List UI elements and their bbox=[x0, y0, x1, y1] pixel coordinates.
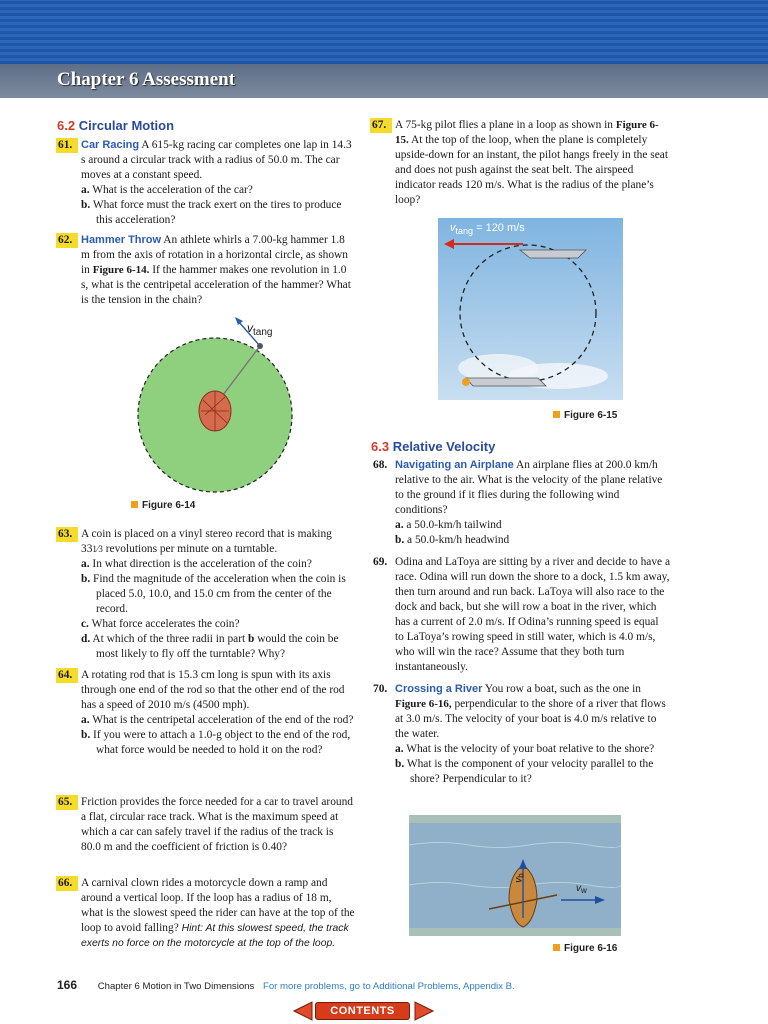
figure-6-15-diagram bbox=[438, 218, 623, 400]
part-b bbox=[81, 728, 356, 758]
section-number: 6.3 bbox=[371, 439, 390, 454]
problem-63 bbox=[58, 527, 356, 662]
problem-70 bbox=[373, 682, 670, 787]
section-heading-6-3 bbox=[371, 439, 495, 454]
part-label: d. bbox=[81, 633, 91, 645]
caption-marker bbox=[553, 944, 560, 951]
problem-68 bbox=[373, 458, 670, 548]
label-value: = 120 m/s bbox=[476, 222, 525, 234]
problem-text: Odina and LaToya are sitting by a river and decide to have a race. Odina will run down the shore to a dock, 1.5 km away, then turn around and run back. LaToya will also race to the dock and back, but she will row a boat in the river, which has a current of 2.0 m/s. If Odina’s running speed is equal to LaToya’s rowing speed in still water, which is 4.0 m/s, who will win the race? Assume that they both turn instantaneously. bbox=[395, 556, 670, 673]
problem-number: 63. bbox=[56, 527, 78, 542]
figure-6-14-caption bbox=[131, 500, 195, 511]
label-sub: b bbox=[516, 873, 526, 878]
part-a bbox=[81, 713, 356, 728]
v-w-label bbox=[576, 883, 587, 895]
problem-64 bbox=[58, 668, 356, 758]
part-text: What is the velocity of your boat relative to the shore? bbox=[406, 743, 655, 755]
chain-end bbox=[257, 343, 263, 349]
figure-6-14-diagram bbox=[125, 315, 305, 495]
part-label: b. bbox=[81, 199, 91, 211]
problem-keyword: Navigating an Airplane bbox=[395, 459, 514, 471]
problem-number: 61. bbox=[56, 138, 78, 153]
problem-text: A rotating rod that is 15.3 cm long is spun with its axis through one end of the rod so that the other end of the rod has a speed of 2010 m/s (4500 mph). bbox=[81, 669, 345, 711]
part-a bbox=[81, 183, 356, 198]
section-heading-6-2 bbox=[57, 118, 174, 133]
problem-keyword: Hammer Throw bbox=[81, 234, 162, 246]
section-title: Circular Motion bbox=[78, 118, 175, 133]
part-label: a. bbox=[395, 519, 404, 531]
label-v: v bbox=[247, 321, 253, 335]
part-text: Find the magnitude of the acceleration when the coin is placed 5.0, 10.0, and 15.0 cm from the center of the record. bbox=[93, 573, 346, 615]
label-sub: tang bbox=[253, 327, 273, 338]
part-text: a 50.0-km/h headwind bbox=[407, 534, 510, 546]
contents-button[interactable]: CONTENTS bbox=[315, 1002, 410, 1020]
label-v: v bbox=[513, 877, 525, 883]
caption-marker bbox=[553, 411, 560, 418]
arrowhead bbox=[235, 317, 243, 325]
problem-text: revolutions per minute on a turntable. bbox=[105, 543, 278, 555]
section-title: Relative Velocity bbox=[392, 439, 496, 454]
problem-hint: Hint: At this slowest speed, the track exerts no force on the motorcycle at the top of the loop. bbox=[81, 923, 349, 949]
chapter-header bbox=[0, 64, 768, 98]
problem-number: 67. bbox=[370, 118, 392, 133]
problem-text: If the hammer makes one revolution in 1.0 s, what is the centripetal acceleration of the hammer? What is the tension in the chain? bbox=[81, 264, 351, 306]
part-label: b. bbox=[81, 573, 91, 585]
problem-67 bbox=[372, 118, 670, 208]
part-b bbox=[395, 533, 670, 548]
page-footer bbox=[57, 978, 515, 992]
part-a bbox=[81, 557, 356, 572]
part-label: b. bbox=[81, 729, 91, 741]
problem-number: 68. bbox=[373, 459, 388, 471]
problem-66 bbox=[58, 876, 356, 951]
part-a bbox=[395, 742, 670, 757]
part-label: c. bbox=[81, 618, 89, 630]
problem-number: 62. bbox=[56, 233, 78, 248]
caption-marker bbox=[131, 501, 138, 508]
v-tang-label bbox=[450, 222, 525, 236]
part-label: a. bbox=[395, 743, 404, 755]
problem-text: An airplane flies at 200.0 km/h relative to the air. What is the velocity of the plane relative to the ground if it flies during the following wind conditions? bbox=[395, 459, 663, 516]
problem-text: A 615-kg racing car completes one lap in 14.3 s around a circular track with a radius of 50.0 m. The car moves at a constant speed. bbox=[81, 139, 352, 181]
previous-page-arrow-icon[interactable] bbox=[292, 1000, 314, 1022]
part-label: a. bbox=[81, 558, 90, 570]
part-b bbox=[395, 757, 670, 787]
part-text: What is the component of your velocity parallel to the shore? Perpendicular to it? bbox=[406, 758, 654, 785]
part-label: a. bbox=[81, 184, 90, 196]
problem-keyword: Crossing a River bbox=[395, 683, 483, 695]
problem-text: At the top of the loop, when the plane is completely upside-down for an instant, the pilot hangs freely in the seat and does not push against the seat belt. The airspeed indicator reads 120 m/s. What is the radius of the plane’s loop? bbox=[395, 134, 668, 206]
caption-text: Figure 6-14 bbox=[142, 500, 196, 511]
problem-number: 65. bbox=[56, 795, 78, 810]
problem-61 bbox=[58, 138, 356, 228]
label-sub: w bbox=[581, 886, 587, 895]
plane-bottom bbox=[466, 378, 546, 386]
problem-text: You row a boat, such as the one in bbox=[484, 683, 641, 695]
label-v: v bbox=[450, 222, 456, 234]
engine-flame bbox=[462, 378, 470, 386]
caption-text: Figure 6-16 bbox=[564, 943, 618, 954]
part-label: a. bbox=[81, 714, 90, 726]
caption-text: Figure 6-15 bbox=[564, 410, 618, 421]
problem-text: Friction provides the force needed for a car to travel around a flat, circular race track. What is the maximum speed at which a car can safely travel if the radius of the track is 80.0 m and the coefficient of friction is 0.40? bbox=[81, 796, 353, 853]
part-text: If you were to attach a 1.0-g object to the end of the rod, what force would be needed to hold it on the rod? bbox=[93, 729, 351, 756]
more-problems-link[interactable]: For more problems, go to Additional Problems, Appendix B. bbox=[262, 981, 515, 992]
part-text: a 50.0-km/h tailwind bbox=[406, 519, 502, 531]
problem-69 bbox=[373, 555, 670, 675]
figure-reference: Figure 6-15. bbox=[395, 119, 659, 146]
part-text: What is the acceleration of the car? bbox=[92, 184, 253, 196]
figure-reference: Figure 6-14. bbox=[92, 264, 150, 276]
part-text: What is the centripetal acceleration of the end of the rod? bbox=[92, 714, 354, 726]
problem-number: 66. bbox=[56, 876, 78, 891]
section-number: 6.2 bbox=[57, 118, 76, 133]
page-number: 166 bbox=[57, 978, 78, 992]
label-sub: tang bbox=[455, 226, 474, 236]
problem-65 bbox=[58, 795, 356, 855]
problem-text: An athlete whirls a 7.00-kg hammer 1.8 m from the axis of rotation in a horizontal circle, as shown in bbox=[81, 234, 348, 276]
label-v: v bbox=[576, 883, 581, 894]
problem-number: 69. bbox=[373, 556, 388, 568]
part-d bbox=[81, 632, 356, 662]
part-a bbox=[395, 518, 670, 533]
part-text: would the coin be most likely to fly off the turntable? Why? bbox=[96, 633, 339, 660]
problem-text: A carnival clown rides a motorcycle down a ramp and around a vertical loop. If the loop has a radius of 18 m, what is the slowest speed the rider can have at the top of the loop to avoid falling? bbox=[81, 877, 355, 934]
part-b bbox=[81, 198, 356, 228]
figure-reference: Figure 6-16, bbox=[395, 698, 452, 710]
problem-keyword: Car Racing bbox=[81, 139, 140, 151]
footer-chapter: Chapter 6 Motion in Two Dimensions bbox=[97, 981, 255, 992]
part-text: What force accelerates the coin? bbox=[91, 618, 240, 630]
part-text: At which of the three radii in part bbox=[92, 633, 246, 645]
part-ref: b bbox=[248, 633, 255, 645]
v-b-label bbox=[514, 873, 526, 882]
problem-62 bbox=[58, 233, 356, 308]
top-banner bbox=[0, 0, 768, 64]
problem-number: 64. bbox=[56, 668, 78, 683]
part-label: b. bbox=[395, 758, 405, 770]
problem-text: A 75-kg pilot flies a plane in a loop as shown in bbox=[395, 119, 613, 131]
part-text: What force must the track exert on the tires to produce this acceleration? bbox=[92, 199, 342, 226]
plane-top bbox=[520, 250, 586, 258]
fraction: 1⁄3 bbox=[92, 544, 103, 554]
problem-text: A coin is placed on a vinyl stereo record that is making 33 bbox=[81, 528, 332, 555]
problem-text: perpendicular to the shore of a river that flows at 3.0 m/s. The velocity of your boat is 4.0 m/s relative to the water. bbox=[395, 698, 666, 740]
part-label: b. bbox=[395, 534, 405, 546]
part-b bbox=[81, 572, 356, 617]
part-text: In what direction is the acceleration of the coin? bbox=[92, 558, 312, 570]
page-title: Chapter 6 Assessment bbox=[57, 69, 236, 90]
next-page-arrow-icon[interactable] bbox=[413, 1000, 435, 1022]
problem-number: 70. bbox=[373, 683, 388, 695]
part-c bbox=[81, 617, 356, 632]
figure-6-15-caption bbox=[553, 410, 617, 421]
v-tang-label bbox=[247, 321, 272, 338]
figure-6-16-caption bbox=[553, 943, 617, 954]
